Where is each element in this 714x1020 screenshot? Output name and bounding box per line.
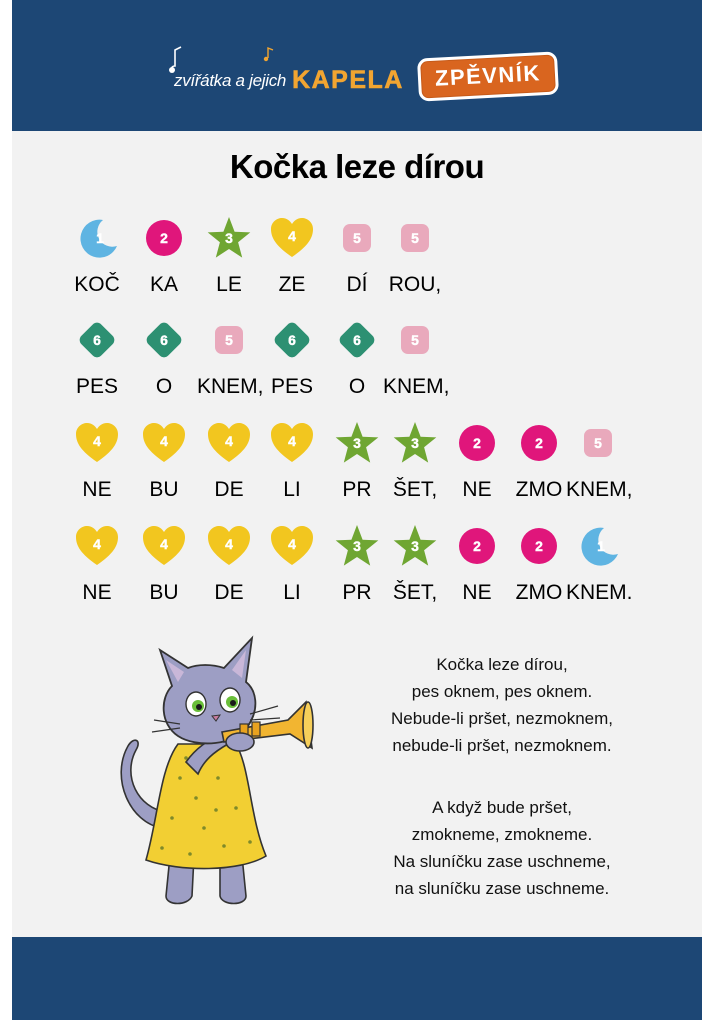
lyrics-line: Na sluníčku zase uschneme, xyxy=(393,852,611,871)
heart-icon xyxy=(142,524,186,568)
square-icon xyxy=(207,318,251,362)
syllable: ZMO xyxy=(515,581,563,604)
syllable: PR xyxy=(342,478,372,501)
lyrics-line: Nebude-li pršet, nezmoknem, xyxy=(390,709,614,728)
note-number: 6 xyxy=(353,332,361,348)
diamond-icon xyxy=(142,318,186,362)
syllable: PES xyxy=(270,375,314,398)
note-number: 4 xyxy=(93,536,101,552)
note-item xyxy=(132,318,196,399)
heart-icon xyxy=(75,524,119,568)
note-item xyxy=(507,421,571,502)
note-number: 4 xyxy=(225,433,233,449)
square-icon xyxy=(393,318,437,362)
note-number: 6 xyxy=(93,332,101,348)
song-title: Kočka leze dírou xyxy=(229,148,485,185)
header-band xyxy=(12,0,702,131)
syllable: ŠET, xyxy=(392,581,438,604)
note-item xyxy=(65,421,129,502)
heart-icon xyxy=(207,421,251,465)
note-item xyxy=(197,524,261,605)
note-number: 2 xyxy=(535,538,543,554)
note-number: 4 xyxy=(288,228,296,244)
square-icon xyxy=(576,421,620,465)
note-item xyxy=(507,524,571,605)
heart-icon xyxy=(270,216,314,260)
syllable: DÍ xyxy=(346,273,368,296)
syllable: LI xyxy=(283,581,301,604)
note-item xyxy=(383,524,447,605)
heart-icon xyxy=(270,524,314,568)
note-item xyxy=(325,421,389,502)
syllable: KOČ xyxy=(74,273,120,296)
diamond-icon xyxy=(270,318,314,362)
star-icon xyxy=(393,524,437,568)
note-item xyxy=(325,318,389,399)
note-item xyxy=(445,524,509,605)
square-icon xyxy=(393,216,437,260)
note-row xyxy=(12,318,702,418)
note-item xyxy=(566,524,633,605)
syllable: PES xyxy=(75,375,119,398)
star-icon xyxy=(393,421,437,465)
note-number: 4 xyxy=(225,536,233,552)
syllable: ROU, xyxy=(388,273,442,296)
diamond-icon xyxy=(75,318,119,362)
footer-band xyxy=(12,937,702,1020)
note-number: 2 xyxy=(535,435,543,451)
syllable: KNEM. xyxy=(566,581,633,604)
syllable: KNEM, xyxy=(566,478,633,501)
note-number: 4 xyxy=(93,433,101,449)
note-number: 2 xyxy=(160,230,168,246)
note-number: 4 xyxy=(160,433,168,449)
syllable: LI xyxy=(283,478,301,501)
heart-icon xyxy=(75,421,119,465)
note-number: 5 xyxy=(411,230,419,246)
note-item xyxy=(260,318,324,399)
logo xyxy=(162,46,558,106)
songbook-badge: ZPĚVNÍK xyxy=(417,51,559,101)
cat-trumpet-illustration xyxy=(100,628,320,918)
syllable: ZMO xyxy=(515,478,563,501)
syllable: BU xyxy=(149,478,179,501)
circle-icon xyxy=(455,421,499,465)
lyrics-line: zmokneme, zmokneme. xyxy=(411,825,593,844)
star-icon xyxy=(207,216,251,260)
note-number: 6 xyxy=(288,332,296,348)
note-item xyxy=(132,421,196,502)
note-number: 5 xyxy=(411,332,419,348)
note-number: 4 xyxy=(288,536,296,552)
songbook-page xyxy=(12,0,702,1020)
note-number: 5 xyxy=(594,435,602,451)
note-number: 3 xyxy=(353,435,361,451)
syllable: NE xyxy=(462,581,492,604)
syllable: LE xyxy=(216,273,242,296)
note-row xyxy=(12,524,702,624)
note-number: 2 xyxy=(473,538,481,554)
circle-icon xyxy=(455,524,499,568)
heart-icon xyxy=(270,421,314,465)
note-item xyxy=(383,318,450,399)
star-icon xyxy=(335,524,379,568)
note-row xyxy=(12,216,702,316)
note-row xyxy=(12,421,702,521)
syllable: O xyxy=(155,375,173,398)
note-item xyxy=(445,421,509,502)
syllable: NE xyxy=(82,581,112,604)
note-item xyxy=(197,216,261,297)
syllable: KA xyxy=(149,273,178,296)
circle-icon xyxy=(142,216,186,260)
lyrics-line: Kočka leze dírou, xyxy=(436,655,568,674)
note-item xyxy=(197,318,264,399)
logo-tagline: zvířátka a jejich xyxy=(174,71,287,90)
logo-brand: KAPELA xyxy=(292,65,404,94)
note-number: 2 xyxy=(473,435,481,451)
syllable: NE xyxy=(462,478,492,501)
note-number: 3 xyxy=(411,435,419,451)
note-item xyxy=(383,216,447,297)
note-item xyxy=(65,524,129,605)
note-item xyxy=(197,421,261,502)
lyrics-line: A když bude pršet, xyxy=(432,798,572,817)
note-number: 3 xyxy=(353,538,361,554)
square-icon xyxy=(335,216,379,260)
note-number: 3 xyxy=(225,230,233,246)
syllable: ŠET, xyxy=(392,478,438,501)
note-item xyxy=(566,421,633,502)
note-number: 5 xyxy=(225,332,233,348)
syllable: PR xyxy=(342,581,372,604)
moon-icon xyxy=(75,216,119,260)
syllable: DE xyxy=(214,581,244,604)
circle-icon xyxy=(517,524,561,568)
heart-icon xyxy=(207,524,251,568)
lyrics-line: pes oknem, pes oknem. xyxy=(411,682,593,701)
diamond-icon xyxy=(335,318,379,362)
syllable: KNEM, xyxy=(383,375,450,398)
note-item xyxy=(260,421,324,502)
syllable: O xyxy=(348,375,366,398)
note-number: 5 xyxy=(353,230,361,246)
note-item xyxy=(260,216,324,297)
note-item xyxy=(260,524,324,605)
syllable: NE xyxy=(82,478,112,501)
note-item xyxy=(65,216,129,297)
heart-icon xyxy=(142,421,186,465)
syllable: KNEM, xyxy=(197,375,264,398)
syllable: ZE xyxy=(278,273,306,296)
lyrics-line: nebude-li pršet, nezmoknem. xyxy=(392,736,612,755)
note-item xyxy=(132,216,196,297)
note-number: 1 xyxy=(597,538,605,554)
note-item xyxy=(132,524,196,605)
note-item xyxy=(383,421,447,502)
note-item xyxy=(65,318,129,399)
syllable: DE xyxy=(214,478,244,501)
circle-icon xyxy=(517,421,561,465)
music-notes-icon xyxy=(164,44,284,74)
note-number: 1 xyxy=(96,230,104,246)
moon-icon xyxy=(576,524,620,568)
lyrics-verse-2 xyxy=(342,794,662,902)
note-item xyxy=(325,524,389,605)
note-number: 4 xyxy=(288,433,296,449)
star-icon xyxy=(335,421,379,465)
syllable: BU xyxy=(149,581,179,604)
note-number: 4 xyxy=(160,536,168,552)
lyrics-line: na sluníčku zase uschneme. xyxy=(394,879,610,898)
note-number: 6 xyxy=(160,332,168,348)
note-item xyxy=(325,216,389,297)
lyrics-verse-1 xyxy=(342,651,662,759)
note-number: 3 xyxy=(411,538,419,554)
